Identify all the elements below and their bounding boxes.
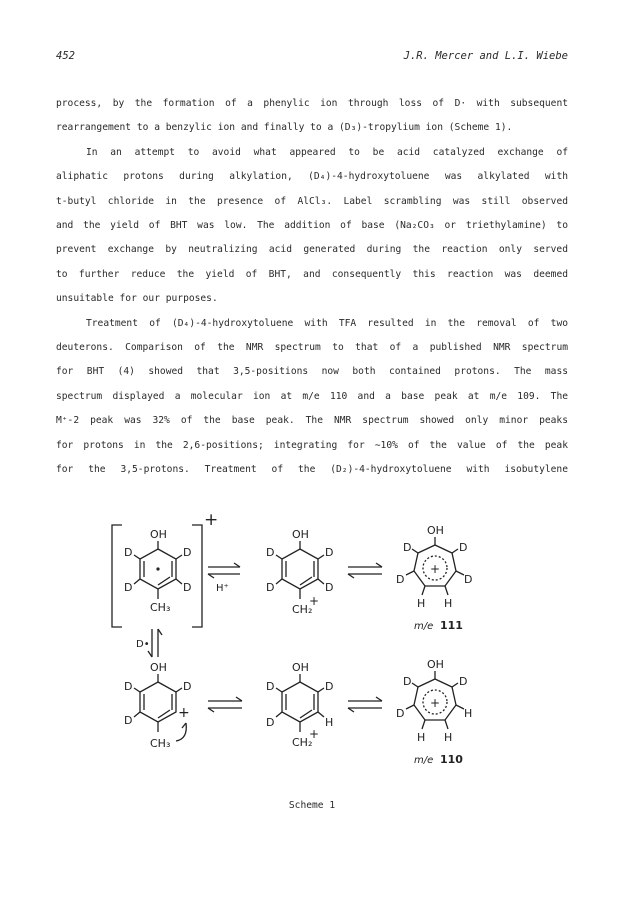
scheme-caption: Scheme 1 — [288, 800, 336, 811]
d-label: D — [183, 546, 192, 559]
charge-plus: + — [430, 562, 441, 576]
d-label: D — [403, 675, 412, 688]
ch3-label: CH₃ — [150, 737, 171, 750]
text-line: to further reduce the yield of BHT, and consequently this reaction was deemed — [56, 268, 568, 280]
d-label: D — [403, 541, 412, 554]
equilibrium-arrow — [348, 697, 382, 712]
mass-label-110: 110 — [440, 753, 463, 766]
d-label: D — [266, 546, 275, 559]
text-line: and the yield of BHT was low. The addition of base (Na₂CO₃ or triethylamine) to — [56, 220, 568, 232]
equilibrium-arrow — [208, 697, 242, 712]
text-line: rearrangement to a benzylic ion and finally to a (D₃)-tropylium ion (Scheme 1). — [56, 122, 513, 134]
equilibrium-arrow — [348, 563, 382, 578]
d-label: D — [183, 581, 192, 594]
text-line: for protons in the 2,6-positions; integrating for ∼10% of the value of the peak — [56, 439, 568, 451]
d-label: D — [124, 581, 133, 594]
text-line: M⁺-2 peak was 32% of the base peak. The NMR spectrum showed only minor peaks — [56, 415, 568, 427]
text-line: process, by the formation of a phenylic ion through loss of D· with subsequent — [56, 98, 568, 109]
h-label: H — [325, 716, 334, 729]
charge-plus: + — [178, 705, 190, 721]
d-label: D — [266, 680, 275, 693]
d-label: D — [325, 680, 334, 693]
ch2-label: CH₂ — [292, 736, 313, 749]
phenylic-cation — [124, 661, 191, 750]
text-line: prevent exchange by neutralizing acid generated during the reaction only served — [56, 244, 568, 256]
d-label: D — [266, 581, 275, 594]
h-label: H — [444, 597, 453, 610]
text-line: Treatment of (D₄)-4-hydroxytoluene with TFA resulted in the removal of two — [86, 317, 568, 329]
ch3-label: CH₃ — [150, 601, 171, 614]
scheme-1-figure — [100, 505, 580, 780]
text-line: In an attempt to avoid what appeared to be acid catalyzed exchange of — [86, 146, 568, 158]
oh-label: OH — [150, 528, 167, 541]
body-text — [56, 92, 568, 483]
mass-label-prefix: m/e — [414, 755, 434, 766]
text-line: for BHT (4) showed that 3,5-positions now both contained protons. The mass — [56, 366, 568, 378]
text-line: for the 3,5-protons. Treatment of the (D₂)-4-hydroxytoluene with isobutylene — [56, 464, 568, 476]
running-head: J.R. Mercer and L.I. Wiebe — [403, 50, 568, 62]
benzylic-cation-d3 — [266, 661, 333, 749]
d-label: D — [183, 680, 192, 693]
oh-label: OH — [150, 661, 167, 674]
d-label: D — [459, 675, 468, 688]
d-label: D — [396, 707, 405, 720]
d-label: D — [266, 716, 275, 729]
oh-label: OH — [427, 524, 444, 537]
charge-plus: + — [309, 727, 320, 741]
d-label: D — [124, 546, 133, 559]
charge-plus: + — [204, 510, 219, 530]
oh-label: OH — [292, 661, 309, 674]
text-line: spectrum displayed a molecular ion at m/e 110 and a base peak at m/e 109. The — [56, 390, 568, 402]
oh-label: OH — [292, 528, 309, 541]
h-label: H — [464, 707, 473, 720]
d-radical-label: D• — [136, 639, 150, 650]
vertical-equilibrium-arrow — [136, 629, 162, 657]
tropylium-ion-110 — [396, 658, 472, 766]
page-number: 452 — [56, 50, 75, 62]
benzylic-cation-d4 — [266, 528, 333, 616]
h-label: H — [444, 731, 453, 744]
text-line: t-butyl chloride in the presence of AlCl₃. Label scrambling was still observed — [56, 195, 568, 207]
oh-label: OH — [427, 658, 444, 671]
d-label: D — [464, 573, 473, 586]
equilibrium-arrow — [208, 563, 240, 594]
charge-plus: + — [309, 594, 320, 608]
h-plus-label: H⁺ — [216, 583, 229, 594]
d-label: D — [396, 573, 405, 586]
text-line: unsuitable for our purposes. — [56, 293, 218, 305]
mass-label-111: 111 — [440, 619, 463, 632]
h-label: H — [417, 597, 426, 610]
d-label: D — [124, 714, 133, 727]
d-label: D — [124, 680, 133, 693]
d-label: D — [459, 541, 468, 554]
tropylium-ion-111 — [396, 524, 472, 632]
charge-plus: + — [430, 696, 441, 710]
d-label: D — [325, 546, 334, 559]
ch2-label: CH₂ — [292, 603, 313, 616]
mass-label-prefix: m/e — [414, 621, 434, 632]
radical-cation-structure — [112, 510, 218, 627]
h-label: H — [417, 731, 426, 744]
text-line: aliphatic protons during alkylation, (D₄)-4-hydroxytoluene was alkylated with — [56, 171, 568, 183]
text-line: deuterons. Comparison of the NMR spectrum to that of a published NMR spectrum — [56, 342, 568, 354]
d-label: D — [325, 581, 334, 594]
